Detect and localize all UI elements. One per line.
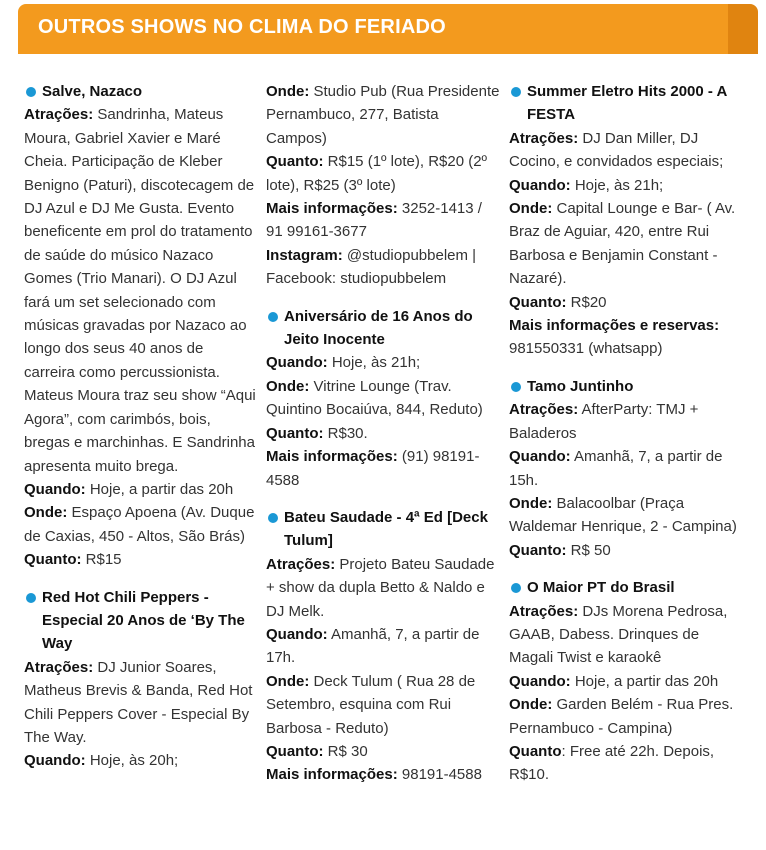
field-value: Hoje, a partir das 20h <box>85 480 234 498</box>
field-value: Deck Tulum ( Rua 28 de Setembro, esquina com Rui Barbosa - Reduto) <box>266 672 476 737</box>
field-value: : Free até 22h. Depois, R$10. <box>509 742 715 784</box>
field-label: Quanto: <box>24 551 82 569</box>
show-title: Salve, Nazaco <box>42 83 143 100</box>
field-value: R$20 <box>566 293 607 311</box>
field-label: Mais informações: <box>266 200 398 218</box>
field-value: Hoje, às 21h; <box>327 354 421 372</box>
field-label: Quando: <box>24 752 86 770</box>
show-salve-nazaco <box>24 80 256 572</box>
show-red-hot-chili-peppers <box>24 586 256 773</box>
field-label: Mais informações e reservas: <box>509 317 720 335</box>
field-value: Vitrine Lounge (Trav. Quintino Bocaiúva, 844, Reduto) <box>266 377 483 419</box>
field-value: DJs Morena Pedrosa, GAAB, Dabess. Drinques de Magali Twist e karaokê <box>509 602 728 667</box>
field-label: Quando: <box>24 480 86 498</box>
field-label: Quanto: <box>266 742 324 760</box>
field-value: DJ Dan Miller, DJ Cocino, e convidados especiais; <box>509 129 724 171</box>
show-title: Red Hot Chili Peppers - Especial 20 Anos de ‘By The Way <box>42 588 245 653</box>
field-value: Sandrinha, Mateus Moura, Gabriel Xavier e Maré Cheia. Participação de Kleber Benigno (Paturi), discotecagem de DJ Azul e DJ Me Gusta. Evento beneficente em prol do tratamento de saúde do músico Nazaco Gomes (Trio Manari). O DJ Azul fará um set selecionado com músicas gravadas por Nazaco ao longo dos seus 40 anos de carreira como percussionista. Mateus Moura traz seu show “Aqui Agora”, com carimbós, bois, bregas e marchinhas. E Sandrinha apresenta muito brega. <box>24 106 256 475</box>
bullet-icon <box>26 593 36 603</box>
bullet-icon <box>268 312 278 322</box>
field-value: Balacoolbar (Praça Waldemar Henrique, 2 - Campina) <box>509 494 737 536</box>
field-label: Quando: <box>266 625 328 643</box>
field-value: Projeto Bateu Saudade + show da dupla Betto & Naldo e DJ Melk. <box>266 555 495 620</box>
field-label: Onde: <box>24 504 68 522</box>
show-title: Summer Eletro Hits 2000 - A FESTA <box>527 83 727 124</box>
column-1 <box>24 80 256 787</box>
field-value: R$15 (1º lote), R$20 (2º lote), R$25 (3º lote) <box>266 153 488 194</box>
show-red-hot-chili-peppers-continued <box>266 80 500 291</box>
field-label: Quanto: <box>509 541 567 559</box>
field-value: Hoje, às 20h; <box>85 752 179 770</box>
field-value: @studiopubbelem | Facebook: studiopubbelem <box>266 246 477 288</box>
bullet-icon <box>511 87 521 97</box>
field-value: Studio Pub (Rua Presidente Pernambuco, 277, Batista Campos) <box>266 83 500 147</box>
field-label: Quanto <box>509 742 562 760</box>
show-tamo-juntinho <box>509 375 747 562</box>
field-label: Mais informações: <box>266 448 398 466</box>
bullet-icon <box>511 583 521 593</box>
field-label: Quanto: <box>266 424 324 442</box>
field-value: 3252-1413 / 91 99161-3677 <box>266 200 482 241</box>
field-label: Atrações: <box>509 401 579 419</box>
field-label: Quando: <box>509 672 571 690</box>
field-label: Quanto: <box>266 153 324 171</box>
field-value: 981550331 (whatsapp) <box>509 340 663 358</box>
field-value: Hoje, a partir das 20h <box>570 672 719 690</box>
column-3 <box>509 80 747 801</box>
field-label: Quando: <box>509 448 571 466</box>
field-value: Capital Lounge e Bar- ( Av. Braz de Aguiar, 420, entre Rui Barbosa e Benjamin Constant - Nazaré). <box>509 200 736 288</box>
show-title: Bateu Saudade - 4ª Ed [Deck Tulum] <box>284 508 488 550</box>
field-value: Amanhã, 7, a partir de 15h. <box>509 448 723 489</box>
field-value: R$ 30 <box>323 742 368 760</box>
section-header <box>18 4 752 54</box>
field-label: Quando: <box>266 354 328 372</box>
field-label: Onde: <box>266 377 310 395</box>
show-summer-eletro-hits <box>509 80 747 361</box>
field-label: Onde: <box>266 672 310 690</box>
field-value: AfterParty: TMJ + Baladeros <box>509 401 699 442</box>
field-value: R$ 50 <box>566 541 611 559</box>
field-label: Atrações: <box>266 555 336 573</box>
show-title: Aniversário de 16 Anos do Jeito Inocente <box>284 307 473 349</box>
field-label: Quanto: <box>509 293 567 311</box>
field-label: Quando: <box>509 176 571 194</box>
field-value: Hoje, às 21h; <box>570 176 664 194</box>
field-value: 98191-4588 <box>397 766 482 784</box>
show-bateu-saudade <box>266 506 500 787</box>
bullet-icon <box>511 382 521 392</box>
field-value: DJ Junior Soares, Matheus Brevis & Banda, Red Hot Chili Peppers Cover - Especial By The Way. <box>24 658 253 746</box>
show-title: Tamo Juntinho <box>527 377 634 395</box>
field-value: R$30. <box>323 424 368 442</box>
column-2 <box>266 80 500 801</box>
field-value: Garden Belém - Rua Pres. Pernambuco - Campina) <box>509 696 734 737</box>
header-tab-decoration <box>728 4 758 54</box>
field-value: Amanhã, 7, a partir de 17h. <box>266 625 480 667</box>
field-label: Onde: <box>509 200 553 218</box>
field-label: Onde: <box>509 494 553 512</box>
field-label: Instagram: <box>266 246 343 264</box>
field-label: Atrações: <box>24 658 94 676</box>
field-label: Atrações: <box>24 106 94 124</box>
field-value: Espaço Apoena (Av. Duque de Caxias, 450 - Altos, São Brás) <box>24 504 255 545</box>
field-label: Onde: <box>266 83 310 100</box>
field-label: Mais informações: <box>266 766 398 784</box>
field-value: (91) 98191-4588 <box>266 448 480 489</box>
section-title: OUTROS SHOWS NO CLIMA DO FERIADO <box>38 16 446 38</box>
field-label: Atrações: <box>509 129 579 147</box>
field-label: Atrações: <box>509 602 579 620</box>
show-jeito-inocente <box>266 305 500 492</box>
field-value: R$15 <box>81 551 122 569</box>
show-o-maior-pt-do-brasil <box>509 576 747 787</box>
bullet-icon <box>268 513 278 523</box>
field-label: Onde: <box>509 696 553 714</box>
show-title: O Maior PT do Brasil <box>527 579 675 597</box>
bullet-icon <box>26 87 36 97</box>
